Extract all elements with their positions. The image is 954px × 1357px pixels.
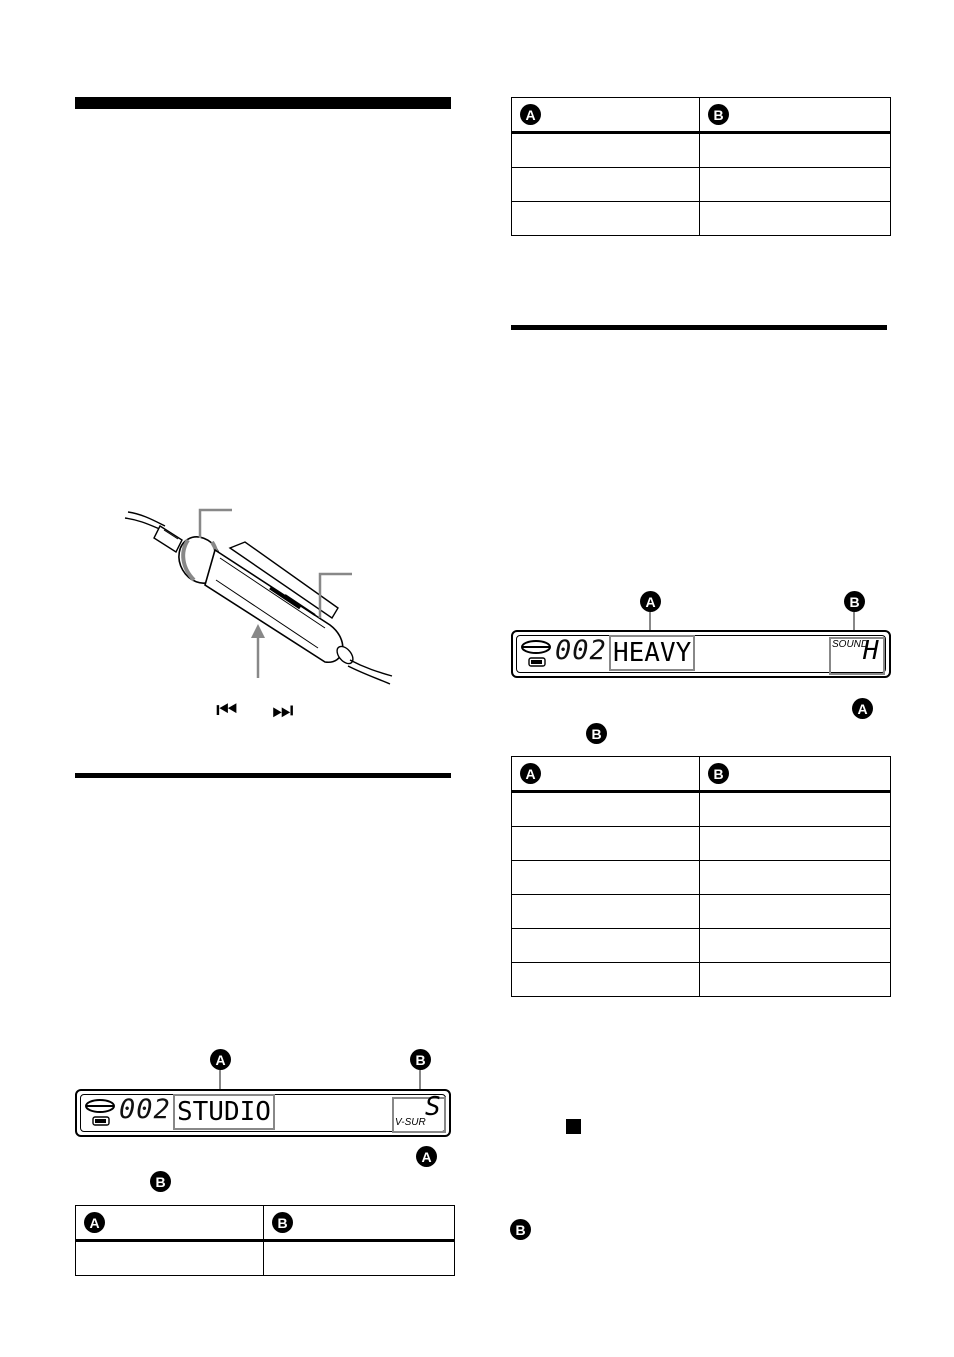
effect-name: STUDIO [173, 1094, 275, 1130]
section-rule-top-left [75, 97, 451, 109]
remote-control-illustration [120, 500, 400, 690]
track-number: 002 [555, 635, 607, 666]
sound-col-a: A [512, 757, 700, 792]
top-right-table [511, 97, 891, 236]
inline-badge-b-left: B [150, 1171, 171, 1192]
inline-badge-b-right: B [586, 723, 607, 744]
table-row [512, 827, 891, 861]
table-row [512, 895, 891, 929]
table-row [512, 133, 891, 168]
stop-icon [566, 1119, 581, 1134]
vsur-table [75, 1205, 455, 1276]
table-row [512, 792, 891, 827]
disc-icon [519, 638, 553, 670]
disc-icon [83, 1097, 117, 1129]
mode-value: H [863, 636, 879, 666]
inline-badge-a-right: A [852, 698, 873, 719]
table-row [512, 168, 891, 202]
mode-label: SOUND [832, 639, 869, 650]
callout-b-sound: B [844, 591, 865, 612]
mode-value: S [425, 1092, 441, 1122]
effect-name: HEAVY [609, 635, 695, 671]
callout-b-vsur: B [410, 1049, 431, 1070]
previous-track-symbol: ⏮ [216, 696, 238, 724]
table-row [76, 1241, 455, 1276]
callout-a-vsur: A [210, 1049, 231, 1070]
inline-badge-b-bottom: B [510, 1219, 531, 1240]
track-number: 002 [119, 1094, 171, 1125]
inline-badge-a-left: A [416, 1146, 437, 1167]
table-row [512, 963, 891, 997]
table-row [512, 202, 891, 236]
sound-table [511, 756, 891, 997]
section-rule-mid-left [75, 773, 451, 778]
vsur-col-a: A [76, 1206, 264, 1241]
sound-lcd-display [511, 630, 891, 678]
sound-col-b: B [700, 757, 891, 792]
next-track-symbol: ⏭ [272, 696, 294, 724]
callout-a-sound: A [640, 591, 661, 612]
mode-label: V-SUR [395, 1117, 426, 1128]
section-rule-right [511, 325, 887, 330]
vsur-col-b: B [264, 1206, 455, 1241]
vsur-lcd-display [75, 1089, 451, 1137]
top-right-col-a: A [512, 98, 700, 133]
table-row [512, 861, 891, 895]
top-right-col-b: B [700, 98, 891, 133]
table-row [512, 929, 891, 963]
